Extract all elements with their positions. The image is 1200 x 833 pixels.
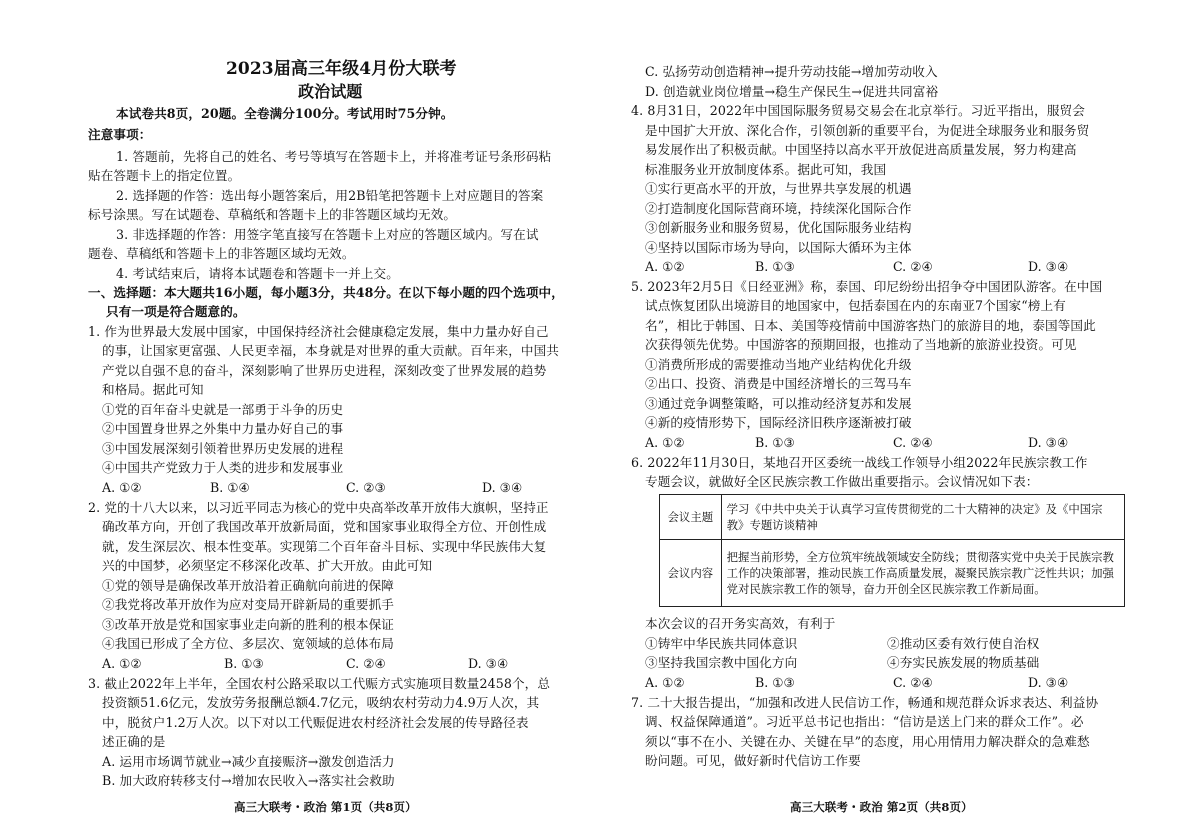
q1-options [102,480,582,495]
q1-item: ②中国置身世界之外集中力量办好自己的事 [102,421,344,436]
option-a[interactable]: A. ①② [645,259,685,274]
q1-stem: 的事，让国家更富强、人民更幸福，本身就是对世界的重大贡献。百年来，中国共 [102,343,559,358]
q3-choice-d[interactable]: D. 创造就业岗位增量→稳生产保民生→促进共同富裕 [645,84,939,99]
q2-item: ④我国已形成了全方位、多层次、宽领域的总体布局 [102,636,394,651]
note-line: 标号涂黑。写在试题卷、草稿纸和答题卡上的非答题区域均无效。 [88,207,457,222]
q2-stem: 就，发生深层次、根本性变革。实现第二个百年奋斗目标、实现中华民族伟大复 [102,539,547,554]
q3-stem: 3. 截止2022年上半年，全国农村公路采取以工代赈方式实施项目数量2458个，总 [88,676,551,691]
q7-stem: 调、权益保障通道”。习近平总书记也指出：“信访是送上门来的群众工作”。必 [645,714,1084,729]
option-c[interactable]: C. ②④ [893,259,933,274]
q4-item: ③创新服务业和服务贸易，优化国际服务业结构 [645,220,912,235]
q5-stem: 名”，相比于韩国、日本、美国等疫情前中国游客热门的旅游目的地，泰国等国此 [645,318,1096,333]
q7-stem: 盼问题。可见，做好新时代信访工作要 [645,753,861,768]
note-line: 1. 答题前，先将自己的姓名、考号等填写在答题卡上，并将准考证号条形码粘 [116,149,552,164]
q1-stem: 产党以自强不息的奋斗，深刻影响了世界历史进程，深刻改变了世界发展的趋势 [102,363,547,378]
q6-stem: 6. 2022年11月30日，某地召开区委统一战线工作领导小组2022年民族宗教工作 [631,455,1088,470]
notes-heading: 注意事项： [88,127,152,142]
option-d[interactable]: D. ③④ [1028,675,1069,690]
table-row [660,495,1125,540]
q4-stem: 标准服务业开放制度体系。据此可知，我国 [645,162,887,177]
q6-stem: 专题会议，就做好全区民族宗教工作做出重要指示。会议情况如下表： [645,474,1039,489]
table-value-content: 把握当前形势，全方位筑牢统战领域安全防线；贯彻落实党中央关于民族宗教工作的决策部署，推动民族工作高质量发展，凝聚民族宗教广泛性共识；加强党对民族宗教工作的领导，奋力开创全区民族宗教工作新局面。 [721,540,1124,607]
q5-options [645,435,1125,450]
q6-options [645,675,1125,690]
option-a[interactable]: A. ①② [645,435,685,450]
note-line: 题卷、草稿纸和答题卡上的非答题区域均无效。 [88,246,355,261]
q1-stem: 1. 作为世界最大发展中国家，中国保持经济社会健康稳定发展，集中力量办好自己 [88,324,549,339]
subject-title: 政治试题 [298,82,363,101]
section-heading: 一、选择题：本大题共16小题，每小题3分，共48分。在以下每小题的四个选项中， [88,285,564,300]
q5-stem: 5. 2023年2月5日《日经亚洲》称，泰国、印尼纷纷出招争夺中国团队游客。在中国 [631,279,1103,294]
section-heading: 只有一项是符合题意的。 [106,304,246,319]
footer-page-1: 高三大联考・政治 第1页（共8页） [234,800,417,814]
option-b[interactable]: B. ①③ [224,656,264,671]
q3-stem: 述正确的是 [102,734,166,749]
option-c[interactable]: C. ②④ [893,435,933,450]
q6-item: ③坚持我国宗教中国化方向 [645,655,798,670]
note-line: 3. 非选择题的作答：用签字笔直接写在答题卡上对应的答题区域内。写在试 [116,227,539,242]
option-d[interactable]: D. ③④ [468,656,509,671]
q2-item: ②我党将改革开放作为应对变局开辟新局的重要抓手 [102,597,394,612]
q2-item: ①党的领导是确保改革开放沿着正确航向前进的保障 [102,578,394,593]
exam-title: 2023届高三年级4月份大联考 [226,59,457,79]
option-a[interactable]: A. ①② [645,675,685,690]
q4-item: ②打造制度化国际营商环境，持续深化国际合作 [645,201,912,216]
option-c[interactable]: C. ②④ [893,675,933,690]
option-b[interactable]: B. ①③ [755,259,795,274]
q3-choice-b[interactable]: B. 加大政府转移支付→增加农民收入→落实社会救助 [102,773,395,788]
option-a[interactable]: A. ①② [102,480,142,495]
q7-stem: 须以“事不在小、关键在办、关键在早”的态度，用心用情用力解决群众的急难愁 [645,734,1090,749]
q1-stem: 和格局。据此可知 [102,382,204,397]
q5-stem: 次获得领先优势。中国游客的预期回报，也推动了当地新的旅游业投资。可见 [645,337,1077,352]
q5-item: ①消费所形成的需要推动当地产业结构优化升级 [645,357,912,372]
q4-options [645,259,1125,274]
q2-stem: 确改革方向，开创了我国改革开放新局面，党和国家事业取得全方位、开创性成 [102,519,547,534]
q4-item: ④坚持以国际市场为导向，以国际大循环为主体 [645,240,912,255]
table-key-topic: 会议主题 [660,495,722,540]
q4-item: ①实行更高水平的开放，与世界共享发展的机遇 [645,181,912,196]
q2-options [102,656,582,671]
note-line: 2. 选择题的作答：选出每小题答案后，用2B铅笔把答题卡上对应题目的答案 [116,188,544,203]
q2-stem: 2. 党的十八大以来，以习近平同志为核心的党中央高举改革开放伟大旗帜，坚持正 [88,500,549,515]
q3-choice-c[interactable]: C. 弘扬劳动创造精神→提升劳动技能→增加劳动收入 [645,64,938,79]
q2-stem: 兴的中国梦，必须坚定不移深化改革、扩大开放。由此可知 [102,558,433,573]
option-a[interactable]: A. ①② [102,656,142,671]
q5-item: ④新的疫情形势下，国际经济旧秩序逐渐被打破 [645,415,912,430]
q7-stem: 7. 二十大报告提出，“加强和改进人民信访工作，畅通和规范群众诉求表达、利益协 [631,695,1099,710]
option-c[interactable]: C. ②④ [346,656,386,671]
q4-stem: 是中国扩大开放、深化合作，引领创新的重要平台，为促进全球服务业和服务贸 [645,123,1090,138]
q3-stem: 投资额51.6亿元，发放劳务报酬总额4.7亿元，吸纳农村劳动力4.9万人次，其 [102,695,540,710]
q4-stem: 易发展作出了积极贡献。中国坚持以高水平开放促进高质量发展，努力构建高 [645,142,1077,157]
note-line: 4. 考试结束后，请将本试题卷和答题卡一并上交。 [116,266,399,281]
option-b[interactable]: B. ①④ [210,480,250,495]
option-d[interactable]: D. ③④ [1028,435,1069,450]
q1-item: ①党的百年奋斗史就是一部勇于斗争的历史 [102,402,344,417]
option-d[interactable]: D. ③④ [1028,259,1069,274]
q6-item: ①铸牢中华民族共同体意识 [645,636,798,651]
q5-item: ③通过竞争调整策略，可以推动经济复苏和发展 [645,396,912,411]
q3-stem: 中，脱贫户1.2万人次。以下对以工代赈促进农村经济社会发展的传导路径表 [102,715,529,730]
q6-item: ②推动区委有效行使自治权 [887,636,1040,651]
table-row [660,540,1125,607]
table-key-content: 会议内容 [660,540,722,607]
option-b[interactable]: B. ①③ [755,675,795,690]
q1-item: ④中国共产党致力于人类的进步和发展事业 [102,460,344,475]
q6-lead: 本次会议的召开务实高效，有利于 [645,616,836,631]
exam-info: 本试卷共8页，20题。全卷满分100分。考试用时75分钟。 [116,106,454,121]
table-value-topic: 学习《中共中央关于认真学习宣传贯彻党的二十大精神的决定》及《中国宗教》专题访谈精神 [721,495,1124,540]
footer-page-2: 高三大联考・政治 第2页（共8页） [790,800,973,814]
q3-choice-a[interactable]: A. 运用市场调节就业→减少直接赈济→激发创造活力 [102,754,395,769]
note-line: 贴在答题卡上的指定位置。 [88,168,241,183]
q4-stem: 4. 8月31日，2022年中国国际服务贸易交易会在北京举行。习近平指出，服贸会 [631,103,1085,118]
option-d[interactable]: D. ③④ [482,480,523,495]
meeting-table [659,494,1125,607]
q6-item: ④夯实民族发展的物质基础 [887,655,1040,670]
option-c[interactable]: C. ②③ [346,480,386,495]
q5-stem: 试点恢复团队出境游目的地国家中，包括泰国在内的东南亚7个国家“榜上有 [645,298,1066,313]
q2-item: ③改革开放是党和国家事业走向新的胜利的根本保证 [102,617,394,632]
q1-item: ③中国发展深刻引领着世界历史发展的进程 [102,441,344,456]
q5-item: ②出口、投资、消费是中国经济增长的三驾马车 [645,376,912,391]
option-b[interactable]: B. ①③ [755,435,795,450]
